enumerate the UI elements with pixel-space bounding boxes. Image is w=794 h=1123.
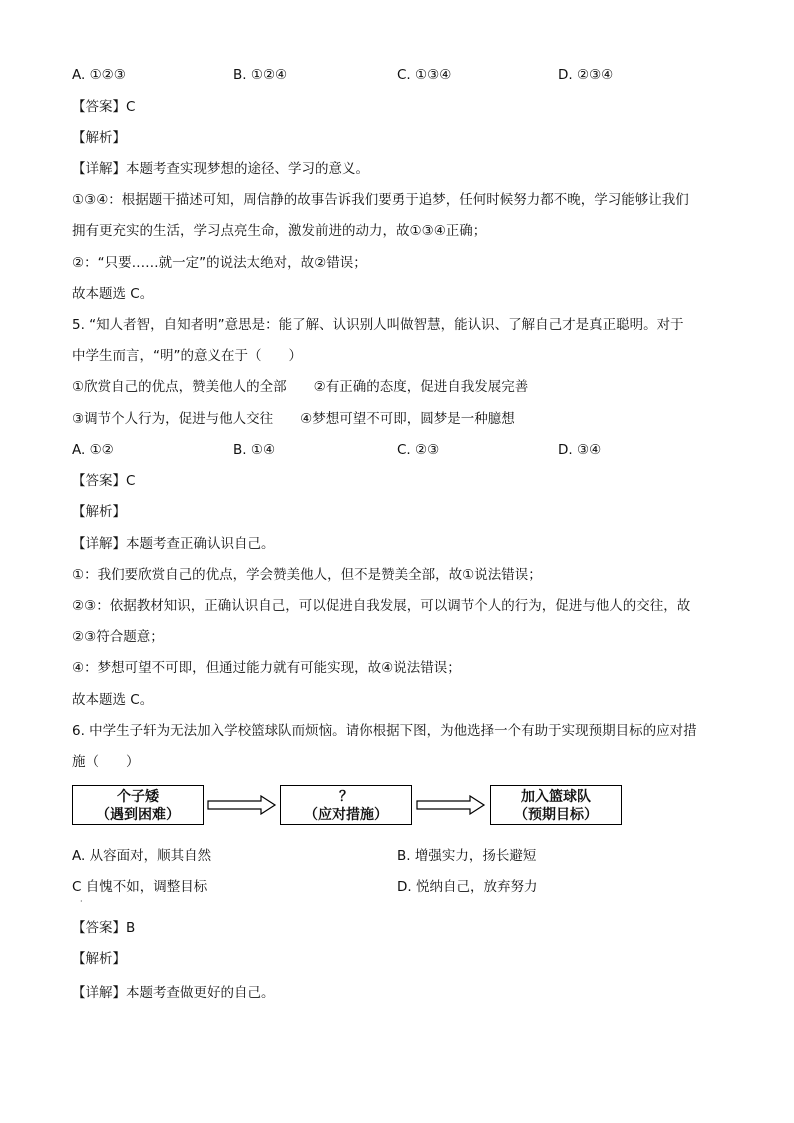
q4-detail: 【详解】本题考查实现梦想的途径、学习的意义。 (72, 161, 369, 177)
q6-option-c: C 自愧不如，调整目标 (72, 879, 208, 895)
flow-box-difficulty-top: 个子矮 (117, 789, 159, 805)
q4-options (72, 66, 732, 86)
q5-option-c: C. ②③ (397, 442, 440, 458)
q4-answer: 【答案】C (72, 99, 136, 115)
q5-para3: ④：梦想可望不可即，但通过能力就有可能实现，故④说法错误； (72, 660, 461, 676)
q5-para2-line1: ②③：依据教材知识，正确认识自己，可以促进自我发展，可以调节个人的行为，促进与他人的交往，故 (72, 598, 691, 614)
q6-options-row1 (72, 847, 732, 867)
q5-para1: ①：我们要欣赏自己的优点，学会赞美他人，但不是赞美全部，故①说法错误； (72, 567, 542, 583)
q5-statements-line1: ①欣赏自己的优点，赞美他人的全部 ②有正确的态度，促进自我发展完善 (72, 379, 529, 395)
q6-stem-line2: 施（ ） (72, 754, 140, 770)
q5-answer: 【答案】C (72, 473, 136, 489)
q6-option-b: B. 增强实力，扬长避短 (397, 848, 537, 864)
q6-detail: 【详解】本题考查做更好的自己。 (72, 985, 275, 1001)
q5-options (72, 441, 732, 461)
q6-answer: 【答案】B (72, 920, 136, 936)
q4-option-b: B. ①②④ (233, 67, 288, 83)
flow-arrow-1 (207, 795, 277, 815)
flow-box-goal (490, 785, 622, 825)
q4-para1-line1: ①③④：根据题干描述可知，周信静的故事告诉我们要勇于追梦，任何时候努力都不晚，学习能够让我们 (72, 192, 689, 208)
q4-conclusion: 故本题选 C。 (72, 286, 154, 302)
q6-option-d: D. 悦纳自己，放弃努力 (397, 879, 538, 895)
q4-para2: ②：“只要……就一定”的说法太绝对，故②错误； (72, 255, 367, 271)
q6-analysis-label: 【解析】 (72, 951, 126, 967)
q5-option-d: D. ③④ (558, 442, 602, 458)
flow-box-difficulty (72, 785, 204, 825)
q4-para1-line2: 拥有更充实的生活，学习点亮生命，激发前进的动力，故①③④正确； (72, 223, 487, 239)
flow-box-goal-bottom: （预期目标） (514, 807, 598, 823)
q5-stem-line2: 中学生而言，“明”的意义在于（ ） (72, 348, 302, 364)
stray-dot: · (80, 897, 83, 906)
q4-analysis-label: 【解析】 (72, 130, 126, 146)
q4-option-d: D. ②③④ (558, 67, 614, 83)
q5-statements-line2: ③调节个人行为，促进与他人交往 ④梦想可望不可即，圆梦是一种臆想 (72, 411, 515, 427)
q5-para2-line2: ②③符合题意； (72, 629, 164, 645)
q5-conclusion: 故本题选 C。 (72, 692, 154, 708)
q6-options-row2 (72, 878, 732, 898)
flow-box-measure-bottom: （应对措施） (304, 807, 388, 823)
q6-stem-line1: 6. 中学生子轩为无法加入学校篮球队而烦恼。请你根据下图，为他选择一个有助于实现预期目标的应对措 (72, 723, 697, 739)
q4-option-c: C. ①③④ (397, 67, 452, 83)
q5-analysis-label: 【解析】 (72, 504, 126, 520)
flow-arrow-2 (416, 795, 486, 815)
flow-box-goal-top: 加入篮球队 (521, 789, 591, 805)
q4-option-a: A. ①②③ (72, 67, 126, 83)
q5-stem-line1: 5. “知人者智，自知者明”意思是：能了解、认识别人叫做智慧，能认识、了解自己才是真正聪明。对于 (72, 317, 684, 333)
flow-box-measure-top: ？ (339, 789, 353, 805)
q5-option-a: A. ①② (72, 442, 114, 458)
q6-option-a: A. 从容面对，顺其自然 (72, 848, 212, 864)
q5-option-b: B. ①④ (233, 442, 276, 458)
flow-box-measure (280, 785, 412, 825)
flow-box-difficulty-bottom: （遇到困难） (96, 807, 180, 823)
q5-detail: 【详解】本题考查正确认识自己。 (72, 536, 275, 552)
